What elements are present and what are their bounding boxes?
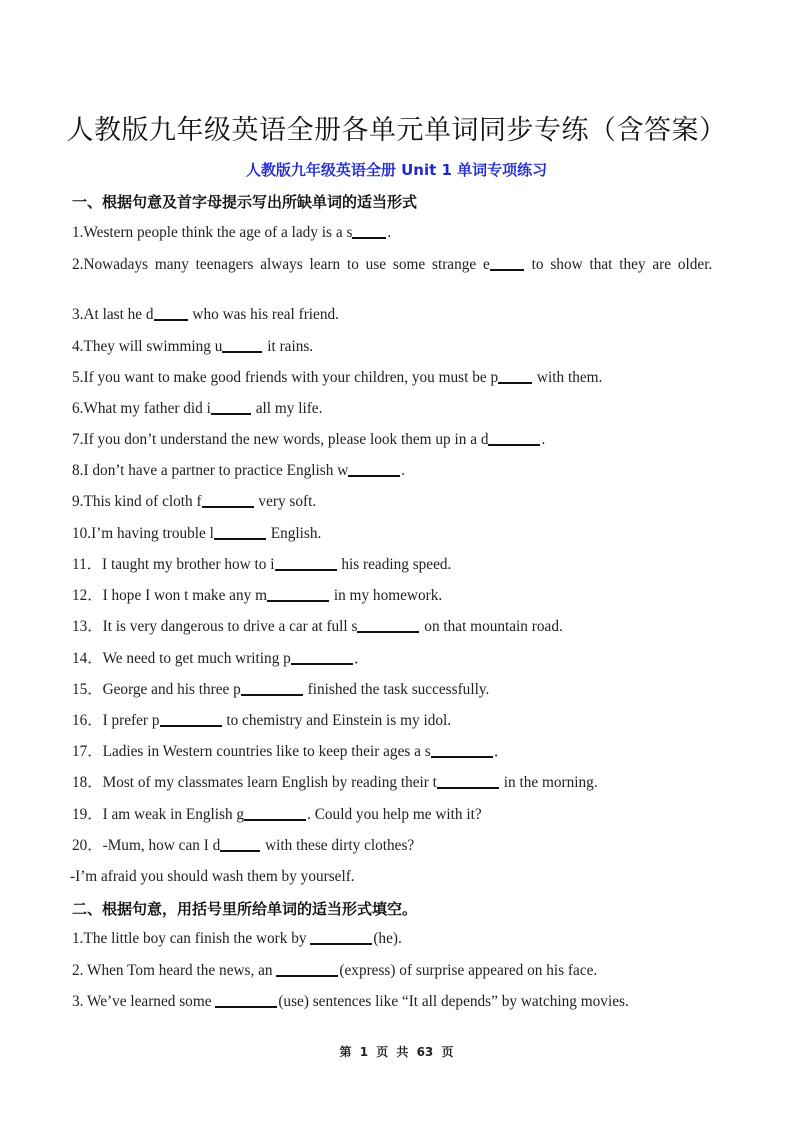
question-1-5: 5.If you want to make good friends with your children, you must be p with them.: [72, 369, 603, 386]
answer-blank[interactable]: [352, 225, 386, 239]
question-1-18: 18．Most of my classmates learn English by reading their t in the morning.: [72, 774, 598, 791]
answer-blank[interactable]: [431, 744, 493, 758]
answer-blank[interactable]: [215, 994, 277, 1008]
question-1-17: 17．Ladies in Western countries like to keep their ages a s ．: [72, 743, 510, 760]
answer-blank[interactable]: [220, 838, 260, 852]
question-1-4: 4.They will swimming u it rains.: [72, 338, 314, 355]
question-1-8: 8.I don’t have a partner to practice English w .: [72, 462, 406, 479]
answer-blank[interactable]: [357, 619, 419, 633]
answer-blank[interactable]: [275, 557, 337, 571]
answer-blank[interactable]: [160, 713, 222, 727]
answer-blank[interactable]: [241, 682, 303, 696]
question-1-7: 7.If you don’t understand the new words, please look them up in a d .: [72, 431, 546, 448]
question-1-15: 15．George and his three p finished the task successfully.: [72, 681, 490, 698]
question-1-11: 11．I taught my brother how to i his reading speed.: [72, 556, 452, 573]
answer-blank[interactable]: [202, 494, 254, 508]
answer-blank[interactable]: [244, 807, 306, 821]
question-1-14: 14．We need to get much writing p ．: [72, 650, 370, 667]
question-1-3: 3.At last he d who was his real friend.: [72, 306, 339, 323]
answer-blank[interactable]: [488, 432, 540, 446]
answer-blank[interactable]: [291, 651, 353, 665]
page-footer: 第 1 页 共 63 页: [339, 1045, 454, 1059]
question-1-13: 13．It is very dangerous to drive a car at full s on that mountain road.: [72, 618, 563, 635]
answer-blank[interactable]: [498, 370, 532, 384]
answer-blank[interactable]: [267, 588, 329, 602]
section-1-heading: 一、根据句意及首字母提示写出所缺单词的适当形式: [72, 193, 418, 211]
document-title: 人教版九年级英语全册各单元单词同步专练（含答案）: [66, 115, 727, 146]
answer-blank[interactable]: [490, 257, 524, 271]
answer-blank[interactable]: [154, 307, 188, 321]
question-2-1: 1.The little boy can finish the work by (he).: [72, 930, 402, 947]
question-1-20-reply: -I’m afraid you should wash them by yourself.: [70, 868, 355, 885]
question-1-10: 10.I’m having trouble l English.: [72, 525, 322, 542]
question-1-16: 16．I prefer p to chemistry and Einstein is my idol.: [72, 712, 452, 729]
question-1-1: 1.Western people think the age of a lady is a s .: [72, 224, 392, 241]
unit-subtitle: 人教版九年级英语全册 Unit 1 单词专项练习: [245, 161, 548, 179]
question-1-12: 12．I hope I won t make any m in my homework.: [72, 587, 443, 604]
answer-blank[interactable]: [276, 963, 338, 977]
answer-blank[interactable]: [211, 401, 251, 415]
answer-blank[interactable]: [214, 526, 266, 540]
question-2-3: 3. We’ve learned some (use) sentences like “It all depends” by watching movies.: [72, 993, 629, 1010]
question-1-9: 9.This kind of cloth f very soft.: [72, 493, 317, 510]
answer-blank[interactable]: [222, 339, 262, 353]
question-1-19: 19．I am weak in English g . Could you help me with it?: [72, 806, 482, 823]
question-1-20: 20．-Mum, how can I d with these dirty clothes?: [72, 837, 415, 854]
answer-blank[interactable]: [310, 931, 372, 945]
question-1-2: 2.Nowadays many teenagers always learn to use some strange e to show that they are older.: [72, 256, 713, 273]
question-1-6: 6.What my father did i all my life.: [72, 400, 323, 417]
section-2-heading: 二、根据句意，用括号里所给单词的适当形式填空。: [72, 900, 418, 918]
answer-blank[interactable]: [348, 463, 400, 477]
question-2-2: 2. When Tom heard the news, an (express) of surprise appeared on his face.: [72, 962, 598, 979]
answer-blank[interactable]: [437, 775, 499, 789]
